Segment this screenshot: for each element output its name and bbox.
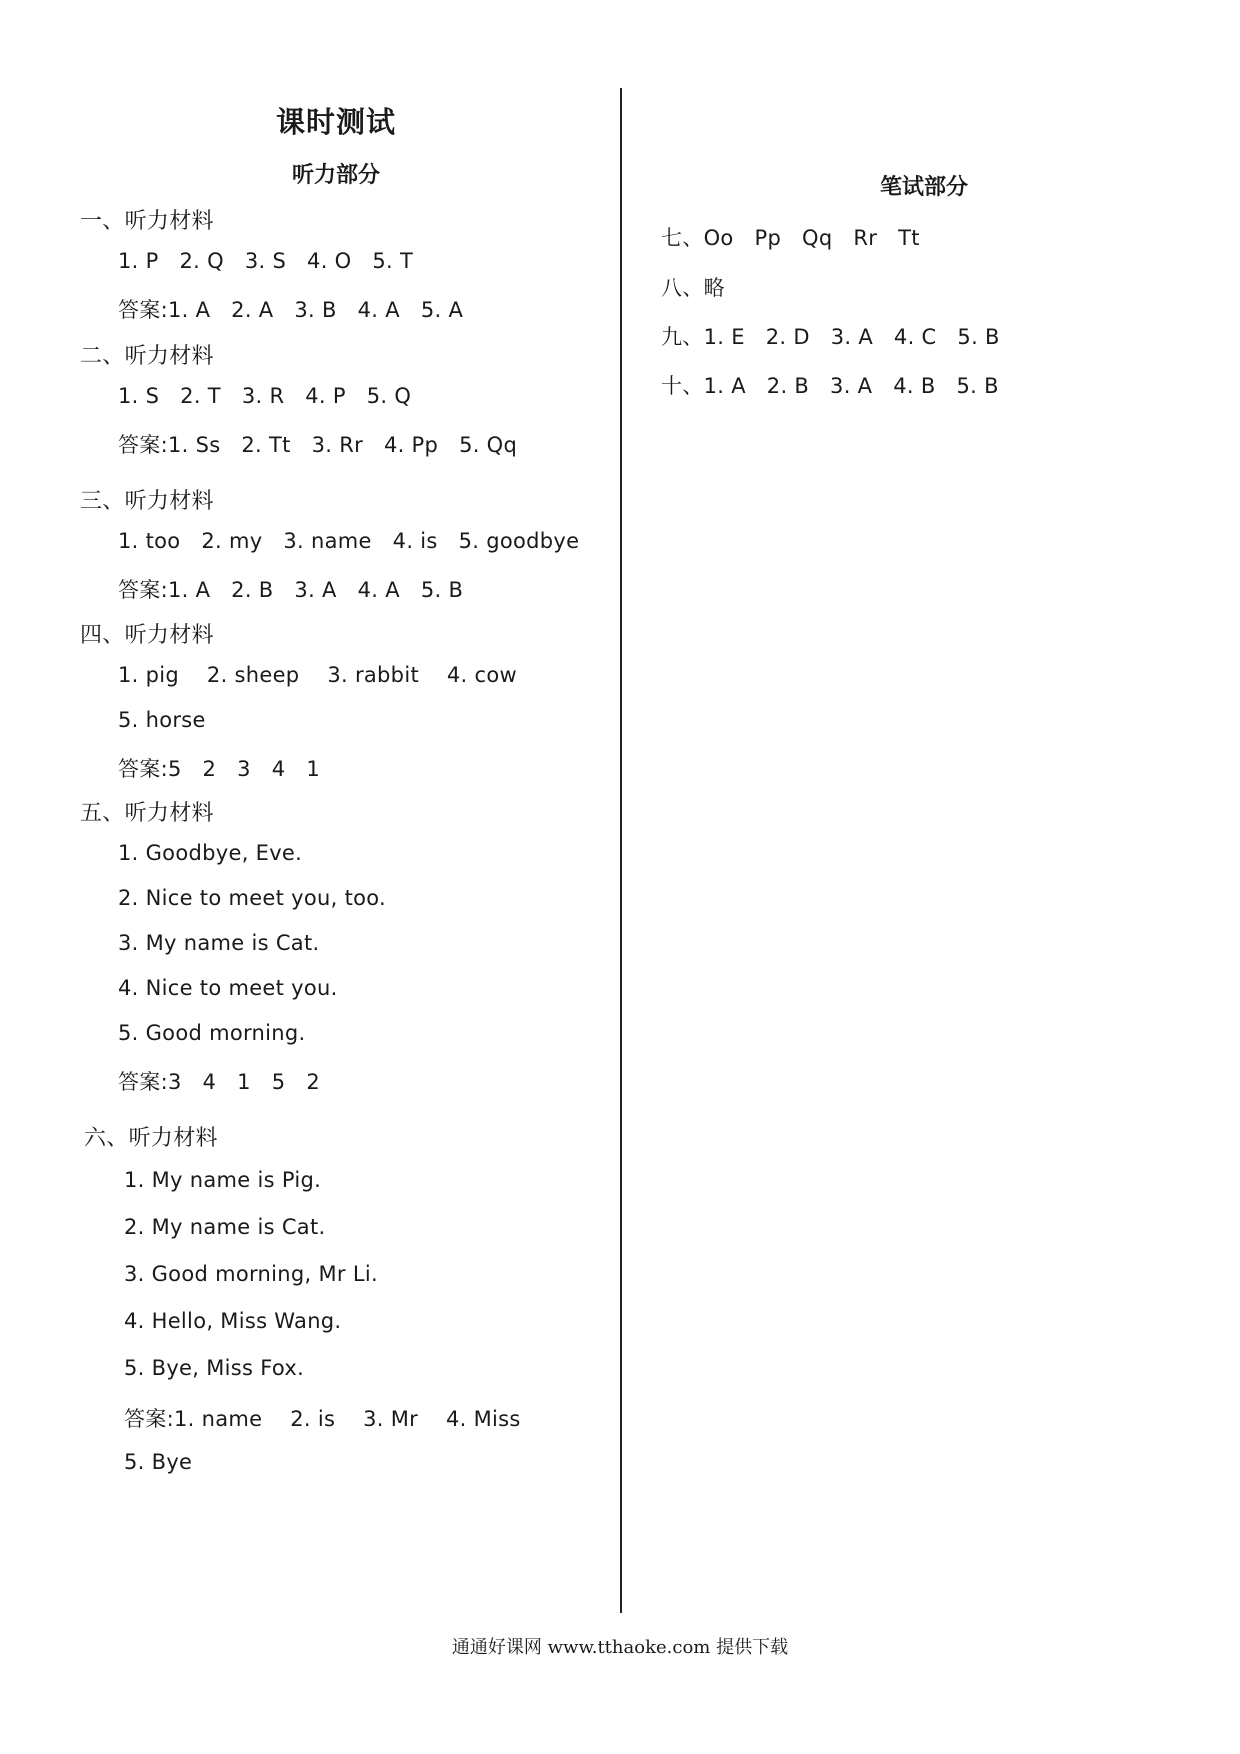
section-6-answer-line-1: 答案:1. name 2. is 3. Mr 4. Miss bbox=[124, 1407, 521, 1431]
section-6-item-5: 5. Bye, Miss Fox. bbox=[124, 1356, 305, 1380]
section-4-material-line-2: 5. horse bbox=[118, 708, 206, 732]
section-2-material: 1. S 2. T 3. R 4. P 5. Q bbox=[118, 384, 412, 408]
page-title: 课时测试 bbox=[275, 105, 396, 139]
section-1-answer: 答案:1. A 2. A 3. B 4. A 5. A bbox=[118, 298, 464, 322]
section-5-heading: 五、听力材料 bbox=[80, 801, 214, 826]
section-5-item-3: 3. My name is Cat. bbox=[118, 931, 320, 955]
section-3-material: 1. too 2. my 3. name 4. is 5. goodbye bbox=[118, 529, 580, 553]
section-6-heading: 六、听力材料 bbox=[84, 1126, 218, 1151]
right-column bbox=[625, 0, 1240, 1754]
section-3-answer: 答案:1. A 2. B 3. A 4. A 5. B bbox=[118, 578, 464, 602]
section-5-item-2: 2. Nice to meet you, too. bbox=[118, 886, 387, 910]
section-3-heading: 三、听力材料 bbox=[80, 489, 214, 514]
section-8-answer: 八、略 bbox=[661, 276, 725, 300]
section-6-item-2: 2. My name is Cat. bbox=[124, 1215, 326, 1239]
section-6-item-4: 4. Hello, Miss Wang. bbox=[124, 1309, 342, 1333]
section-1-material: 1. P 2. Q 3. S 4. O 5. T bbox=[118, 249, 414, 273]
section-5-answer: 答案:3 4 1 5 2 bbox=[118, 1070, 320, 1094]
section-2-answer: 答案:1. Ss 2. Tt 3. Rr 4. Pp 5. Qq bbox=[118, 433, 518, 457]
section-4-heading: 四、听力材料 bbox=[80, 623, 214, 648]
section-1-heading: 一、听力材料 bbox=[80, 209, 214, 234]
footer-source: 通通好课网 www.tthaoke.com 提供下载 bbox=[451, 1637, 789, 1658]
section-7-answer: 七、Oo Pp Qq Rr Tt bbox=[661, 226, 920, 250]
section-6-item-1: 1. My name is Pig. bbox=[124, 1168, 322, 1192]
section-4-answer: 答案:5 2 3 4 1 bbox=[118, 757, 320, 781]
section-9-answer: 九、1. E 2. D 3. A 4. C 5. B bbox=[661, 325, 1000, 349]
section-6-item-3: 3. Good morning, Mr Li. bbox=[124, 1262, 378, 1286]
section-4-material-line-1: 1. pig 2. sheep 3. rabbit 4. cow bbox=[118, 663, 517, 687]
listening-section-title: 听力部分 bbox=[291, 163, 380, 188]
section-2-heading: 二、听力材料 bbox=[80, 344, 214, 369]
section-5-item-4: 4. Nice to meet you. bbox=[118, 976, 338, 1000]
writing-section-title: 笔试部分 bbox=[880, 175, 969, 200]
section-5-item-1: 1. Goodbye, Eve. bbox=[118, 841, 303, 865]
section-5-item-5: 5. Good morning. bbox=[118, 1021, 306, 1045]
column-divider bbox=[620, 88, 622, 1613]
section-10-answer: 十、1. A 2. B 3. A 4. B 5. B bbox=[661, 374, 999, 398]
section-6-answer-line-2: 5. Bye bbox=[124, 1450, 193, 1474]
